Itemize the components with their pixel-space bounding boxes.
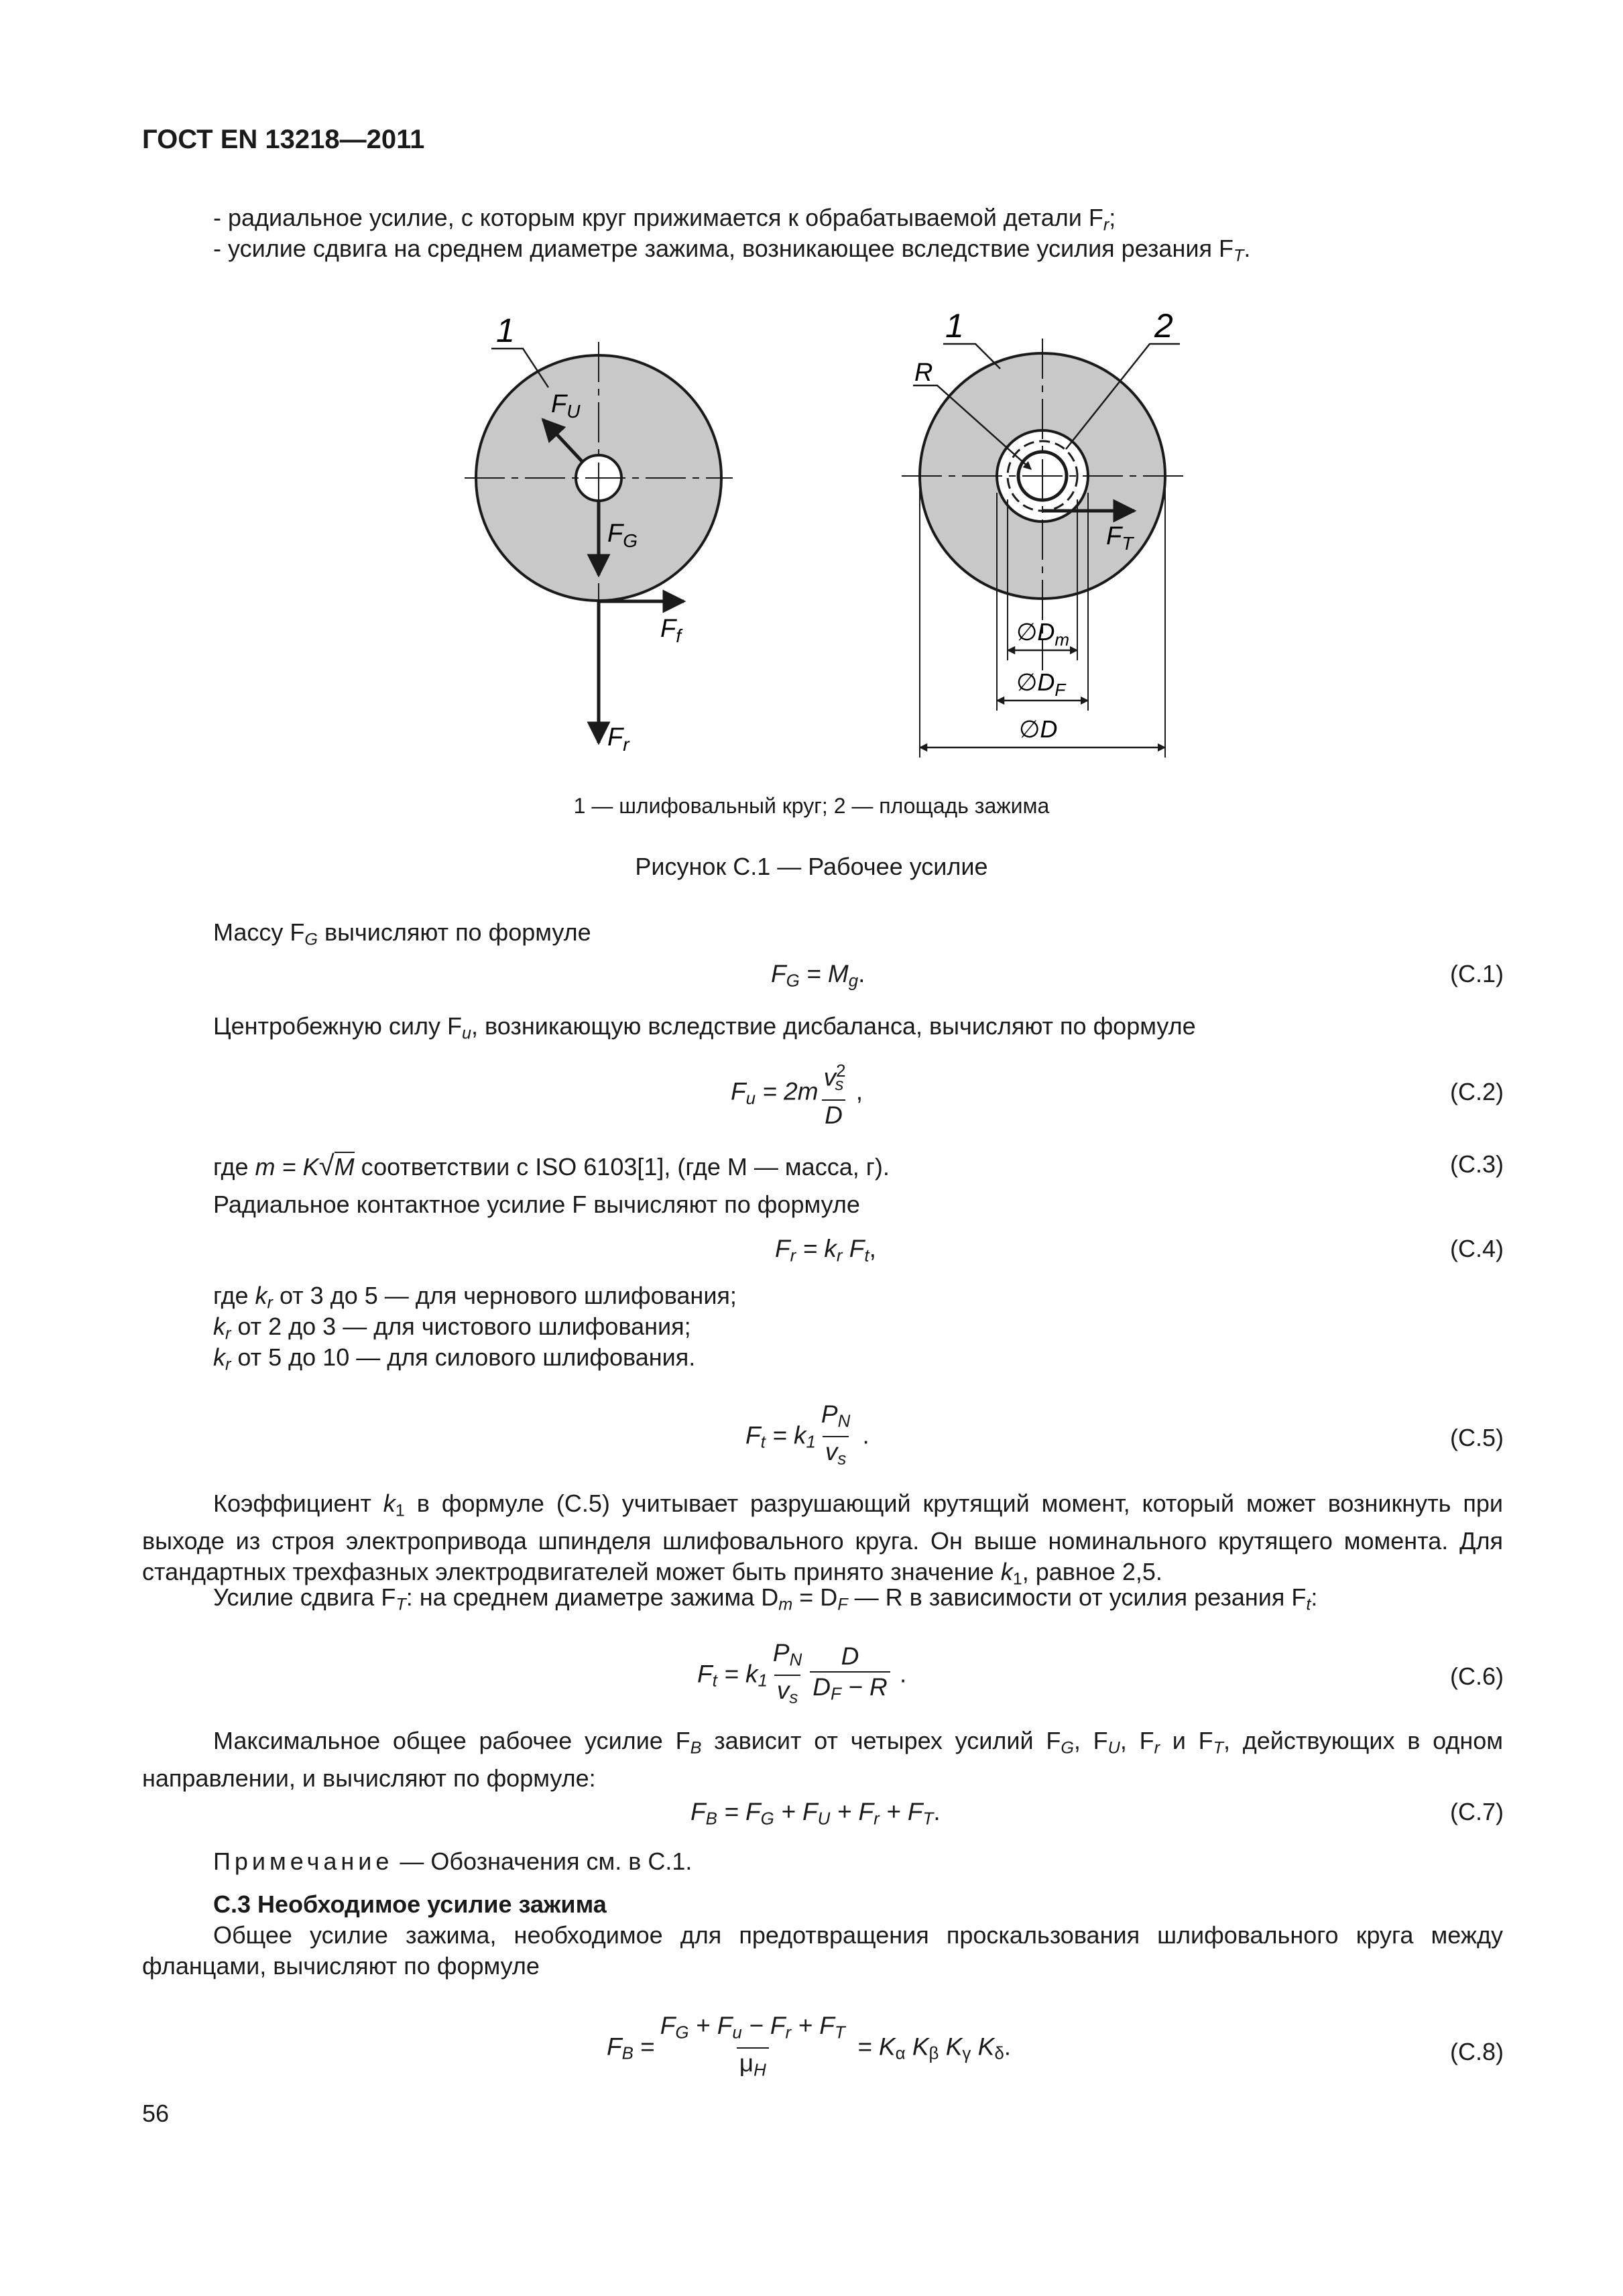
equation-c2: $F_u = 2m$ $\frac{v^2_s}{D}$ , [731, 1062, 863, 1129]
left-wheel-diagram [465, 312, 733, 755]
equation-number-c8: (С.8) [1450, 2038, 1504, 2065]
section-heading-c3: С.3 Необходимое усилие зажима [213, 1890, 607, 1918]
equation-c4: $F_r = k_r$ $F_t$, [775, 1235, 876, 1266]
paragraph-centrifugal: Центробежную силу $F_u$, возникающую вследствие дисбаланса, вычисляют по формуле [213, 1012, 1196, 1043]
label-d: ∅D [1019, 715, 1058, 743]
intro-line-2: - усилие сдвига на среднем диаметре зажима, возникающее вследствие усилия резания $F_T$. [213, 235, 1251, 265]
paragraph-shear: Усилие сдвига $F_T$: на среднем диаметре зажима $D_m = D_F$ — R в зависимости от усилия резания $F_t$: [213, 1583, 1318, 1614]
equation-number-c2: (С.2) [1450, 1078, 1504, 1105]
equation-number-c1: (С.1) [1450, 960, 1504, 987]
equation-c1: $F_G = M_g$. [771, 960, 865, 991]
equation-number-c6: (С.6) [1450, 1663, 1504, 1690]
callout-1-right: 1 [945, 307, 964, 345]
label-fr: $F_r$ [607, 723, 629, 755]
figure-caption: Рисунок С.1 — Рабочее усилие [635, 853, 988, 880]
label-ff: $F_f$ [660, 615, 681, 646]
equation-c5: $F_t = k_1$ $\frac{P_N}{v_s}$ . [745, 1401, 869, 1473]
label-fu: $F_U$ [551, 390, 581, 422]
paragraph-clamping: Общее усилие зажима, необходимое для предотвращения проскальзования шлифовального круга между фланцами, вычисляют по формуле [142, 1921, 1503, 1980]
figure-legend: 1 — шлифовальный круг; 2 — площадь зажима [573, 794, 1050, 818]
equation-number-c4: (С.4) [1450, 1235, 1504, 1262]
equation-number-c7: (С.7) [1450, 1798, 1504, 1825]
equation-number-c5: (С.5) [1450, 1424, 1504, 1451]
label-fg: $F_G$ [607, 520, 638, 551]
kr-line-2: $k_r$ от 2 до 3 — для чистового шлифования; [213, 1313, 691, 1343]
note: Примечание — Обозначения см. в С.1. [213, 1848, 693, 1875]
label-dm: $\emptyset D_m$ [1016, 618, 1070, 650]
intro-line-1: - радиальное усилие, с которым круг прижимается к обрабатываемой детали $F_r$; [213, 204, 1116, 235]
label-r: R [914, 359, 933, 387]
page-number: 56 [142, 2100, 170, 2127]
paragraph-k1: Коэффициент $k_1$ в формуле (С.5) учитывает разрушающий крутящий момент, который может возникнуть при выходе из строя электропривода шпинделя шлифовального круга. Он выше номинального крутящего момента. Для стандартных трехфазных электродвигателей может быть принято значение $k_1$, равное 2,5. [142, 1490, 1503, 1589]
equation-c3: где m = K√M соответствии с ISO 6103[1], (где М — масса, г). [213, 1150, 890, 1181]
page-header: ГОСТ EN 13218—2011 [142, 125, 425, 154]
callout-1-left: 1 [496, 312, 515, 349]
equation-c6: $F_t = k_1$ $\frac{P_N}{v_s}$ $\frac{D}{D_F - R}$ . [697, 1640, 906, 1711]
kr-line-3: $k_r$ от 5 до 10 — для силового шлифования. [213, 1343, 696, 1374]
equation-c8: $F_B$ = $\frac{F_G + F_u - F_r + F_T}{\mu_H}$ = $K_\alpha$ $K_\beta$ $K_\gamma$ $K_\delta$. [607, 2012, 1011, 2084]
right-wheel-diagram [902, 307, 1183, 758]
equation-number-c3: (С.3) [1450, 1150, 1504, 1178]
equation-c7: $F_B = F_G + F_U + F_r + F_T$. [690, 1798, 941, 1829]
paragraph-max-force: Максимальное общее рабочее усилие $F_B$ зависит от четырех усилий $F_G$, $F_U$, $F_r$ и $F_T$, действующих в одном направлении, и вычисляют по формуле: [142, 1727, 1503, 1793]
label-ft: $F_T$ [1106, 522, 1134, 554]
paragraph-radial: Радиальное контактное усилие F вычисляют по формуле [213, 1191, 860, 1218]
label-df: $\emptyset D_F$ [1016, 668, 1066, 700]
kr-line-1: где $k_r$ от 3 до 5 — для чернового шлифования; [213, 1282, 737, 1313]
callout-2: 2 [1154, 307, 1173, 345]
figure-working-force [0, 0, 1623, 791]
paragraph-mass: Массу $F_G$ вычисляют по формуле [213, 918, 591, 949]
